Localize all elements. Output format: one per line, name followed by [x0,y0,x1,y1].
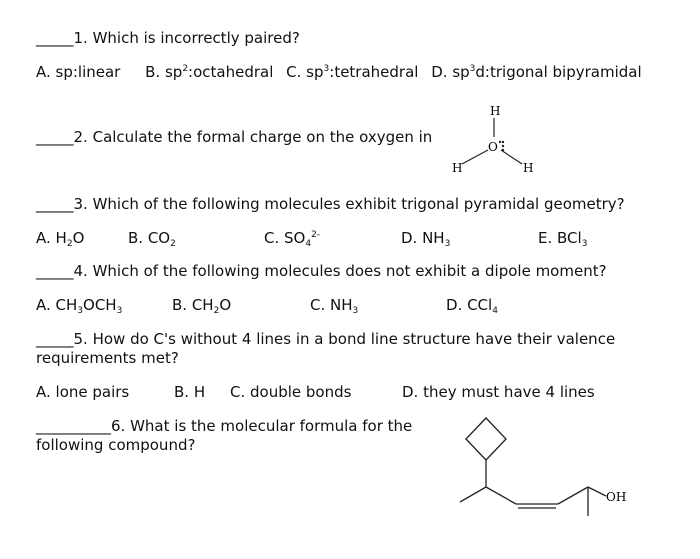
skeletal-structure [440,410,660,555]
q5-option-d: D. they must have 4 lines [402,383,595,401]
q5-option-a: A. lone pairs [36,383,130,401]
q3-option-b: B. $CO_2$ [128,229,176,249]
question-number: 4. [73,262,88,280]
question-4 [36,262,607,280]
question-text: Calculate the formal charge on the oxygen in [92,128,433,146]
question-text: How do C's without 4 lines in a bond line structure have their valence [92,330,616,348]
q4-option-a: A. $CH_3OCH_3$ [36,296,123,316]
oxygen-label: O [488,140,498,154]
q1-options [36,63,642,81]
question-text-continued: following compound? [36,436,196,454]
question-3 [36,195,625,213]
q3-option-c: C. $SO_4^{2-}$ [264,229,321,249]
q1-option-a: A. sp:linear [36,63,121,81]
question-number: 1. [73,29,88,47]
h-top-label: H [490,104,501,118]
answer-blank[interactable]: _____ [36,128,74,146]
oh-label: OH [606,490,627,504]
answer-blank[interactable]: _____ [36,29,74,47]
question-1 [36,29,300,47]
question-text: What is the molecular formula for the [130,417,413,435]
question-2 [36,128,432,146]
answer-blank[interactable]: _____ [36,262,74,280]
q1-option-b: B. $sp^2:octahedral$ [145,63,274,81]
q3-option-d: D. $NH_3$ [401,229,451,249]
question-number: 2. [73,128,88,146]
q4-option-c: C. $NH_3$ [310,296,359,316]
answer-blank[interactable]: __________ [36,417,111,435]
q1-option-d: D. $sp^3d:trigonal$ bipyramidal [431,63,642,81]
q1-option-c: C. $sp^3:tetrahedral$ [286,63,419,81]
question-text: Which of the following molecules exhibit trigonal pyramidal geometry? [92,195,625,213]
h-left-label: H [452,161,463,174]
water-structure [448,102,548,174]
question-5 [36,330,615,348]
q3-option-a: A. $H_2O$ [36,229,85,249]
q3-option-e: E. BCl$_3$ [538,229,588,249]
question-text: Which of the following molecules does not exhibit a dipole moment? [92,262,607,280]
answer-blank[interactable]: _____ [36,330,74,348]
q4-option-b: B. $CH_2O$ [172,296,232,316]
question-6 [36,417,412,435]
question-number: 3. [73,195,88,213]
q4-option-d: D. CCl$_4$ [446,296,498,316]
question-number: 5. [73,330,88,348]
q5-option-c: C. double bonds [230,383,352,401]
answer-blank[interactable]: _____ [36,195,74,213]
question-text: Which is incorrectly paired? [92,29,300,47]
q5-option-b: B. H [174,383,206,401]
question-text-continued: requirements met? [36,349,179,367]
question-number: 6. [111,417,126,435]
h-right-label: H [523,161,534,174]
